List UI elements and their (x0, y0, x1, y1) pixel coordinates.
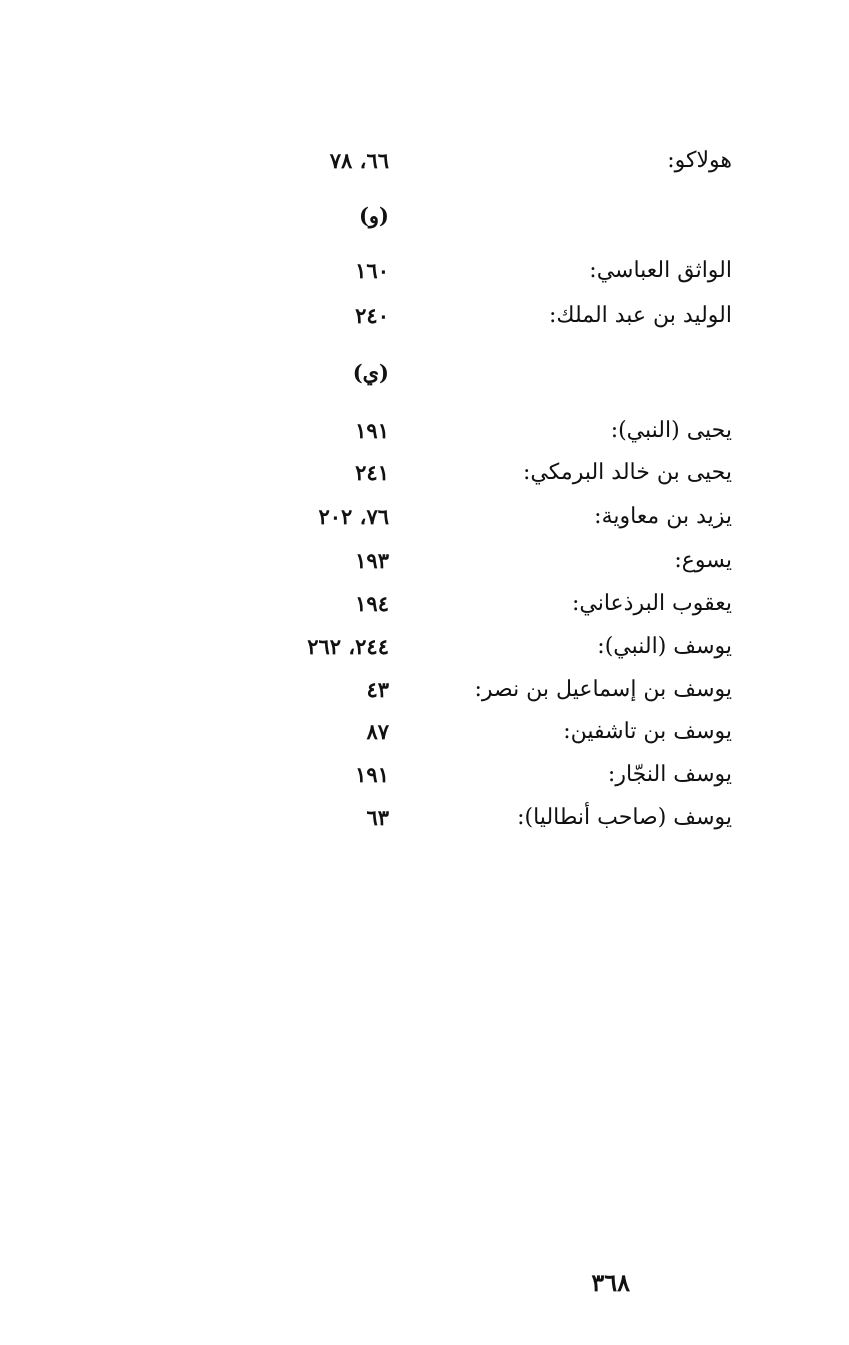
index-entry (0, 146, 849, 186)
entry-pages: ١٩١ (355, 762, 389, 787)
index-entry (0, 502, 849, 542)
entry-pages: ١٦٠ (355, 258, 389, 283)
entry-pages: ٨٧ (366, 719, 389, 744)
entry-pages: ٤٣ (366, 677, 389, 702)
entry-pages: ٢٤٤، ٢٦٢ (307, 634, 389, 659)
entry-pages: ٢٤٠ (355, 303, 389, 328)
entry-pages: ٧٦، ٢٠٢ (318, 504, 389, 529)
index-entry (0, 803, 849, 843)
index-entry (0, 760, 849, 800)
index-entry (0, 589, 849, 629)
entry-name: يوسف (النبي): (597, 634, 732, 659)
entry-name: الوليد بن عبد الملك: (548, 303, 732, 328)
index-entry (0, 256, 849, 296)
letter-heading-label: (ي) (352, 360, 389, 385)
entry-pages: ٢٤١ (355, 460, 389, 485)
entry-name: هولاكو: (667, 148, 732, 173)
index-entry (0, 301, 849, 341)
index-entry (0, 632, 849, 672)
entry-name: يوسف النجّار: (607, 762, 732, 787)
entry-name: يزيد بن معاوية: (594, 504, 732, 529)
index-entry (0, 717, 849, 757)
entry-name: يسوع: (674, 548, 732, 573)
page-number: ٣٦٨ (591, 1268, 630, 1297)
entry-name: الواثق العباسي: (589, 258, 732, 283)
entry-pages: ١٩٣ (355, 548, 389, 573)
entry-name: يحيى (النبي): (610, 418, 732, 443)
letter-heading (0, 201, 849, 241)
entry-name: يعقوب البرذعاني: (571, 591, 732, 616)
index-entry (0, 416, 849, 456)
index-entry (0, 458, 849, 498)
entry-name: يحيى بن خالد البرمكي: (523, 460, 732, 485)
index-entry (0, 546, 849, 586)
letter-heading-label: (و) (358, 203, 389, 228)
entry-pages: ٦٦، ٧٨ (329, 148, 389, 173)
entry-name: يوسف بن إسماعيل بن نصر: (474, 677, 732, 702)
entry-pages: ٦٣ (366, 805, 389, 830)
entry-pages: ١٩١ (355, 418, 389, 443)
index-entry (0, 675, 849, 715)
entry-pages: ١٩٤ (355, 591, 389, 616)
entry-name: يوسف (صاحب أنطاليا): (517, 805, 732, 830)
entry-name: يوسف بن تاشفين: (563, 719, 732, 744)
letter-heading (0, 358, 849, 398)
